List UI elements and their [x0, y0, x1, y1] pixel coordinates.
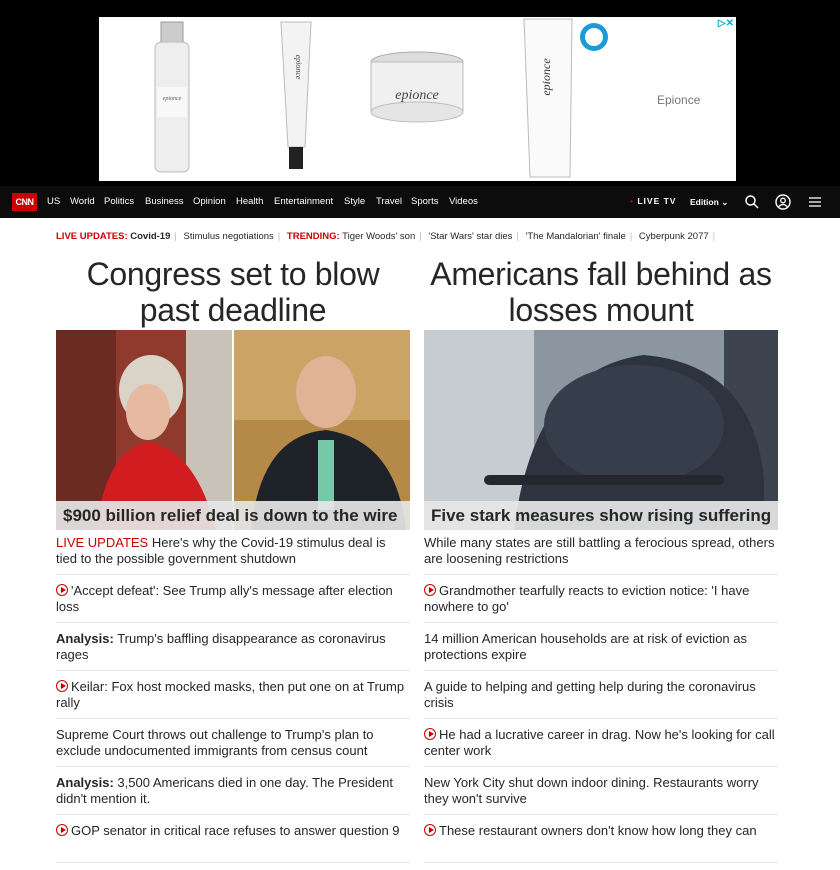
right-hero-caption[interactable]: Five stark measures show rising suffering: [424, 501, 778, 530]
live-tv-link[interactable]: [630, 196, 676, 206]
svg-text:epionce: epionce: [395, 88, 439, 103]
story-text: While many states are still battling a ferocious spread, others are loosening restrictions: [424, 535, 775, 566]
left-headline[interactable]: Congress set to blow past deadline: [86, 256, 380, 328]
play-video-icon: [56, 680, 68, 692]
nav-item-business[interactable]: Business: [145, 196, 184, 207]
story-text: Keilar: Fox host mocked masks, then put one on at Trump rally: [56, 679, 405, 710]
story-text: New York City shut down indoor dining. Restaurants worry they won't survive: [424, 775, 759, 806]
trend-link-1[interactable]: 'Star Wars' star dies: [428, 231, 513, 242]
analysis-tag: Analysis:: [56, 631, 114, 646]
product-tube-badge-image: [514, 17, 614, 181]
list-item[interactable]: [56, 534, 410, 575]
list-item[interactable]: [424, 534, 778, 575]
live-updates-label: LIVE UPDATES:: [56, 231, 128, 242]
adchoices-icon[interactable]: ▷✕: [717, 18, 734, 29]
menu-icon[interactable]: [807, 194, 823, 210]
story-text: He had a lucrative career in drag. Now he's looking for call center work: [424, 727, 775, 758]
list-item[interactable]: [424, 822, 778, 863]
trend-link-2[interactable]: 'The Mandalorian' finale: [525, 231, 626, 242]
play-video-icon: [424, 728, 436, 740]
trend-link-stimulus[interactable]: Stimulus negotiations: [183, 231, 274, 242]
story-text: Trump's baffling disappearance as coronavirus rages: [56, 631, 386, 662]
right-headline[interactable]: Americans fall behind as losses mount: [430, 256, 772, 328]
story-text: These restaurant owners don't know how long they can: [439, 823, 757, 838]
live-dot-icon: •: [630, 196, 634, 206]
trend-link-0[interactable]: Tiger Woods' son: [342, 231, 416, 242]
story-text: A guide to helping and getting help during the coronavirus crisis: [424, 679, 756, 710]
product-tube-image: [269, 17, 324, 181]
story-text: Grandmother tearfully reacts to eviction notice: 'I have nowhere to go': [424, 583, 750, 614]
story-text: Here's why the Covid-19 stimulus deal is tied to the possible government shutdown: [56, 535, 386, 566]
list-item[interactable]: [56, 630, 410, 671]
list-item[interactable]: [56, 678, 410, 719]
nav-item-entertainment[interactable]: Entertainment: [274, 196, 334, 207]
trend-link-3[interactable]: Cyberpunk 2077: [638, 231, 709, 242]
list-item[interactable]: [424, 726, 778, 767]
analysis-tag: Analysis:: [56, 775, 114, 790]
chevron-down-icon: ⌄: [721, 197, 729, 207]
ad-brand-text[interactable]: Epionce: [657, 93, 701, 107]
live-updates-tag: LIVE UPDATES: [56, 535, 149, 550]
list-item[interactable]: [56, 822, 410, 863]
left-hero-image[interactable]: [56, 330, 410, 530]
nav-item-travel[interactable]: Travel: [376, 196, 403, 207]
edition-selector[interactable]: [690, 197, 728, 208]
main-navigation: [0, 186, 840, 218]
person-hooded-photo: [424, 330, 778, 530]
svg-text:epionce: epionce: [294, 54, 303, 80]
play-video-icon: [424, 824, 436, 836]
ad-content[interactable]: [99, 17, 736, 181]
nav-item-world[interactable]: World: [70, 196, 95, 207]
list-item[interactable]: [424, 774, 778, 815]
list-item[interactable]: [424, 630, 778, 671]
story-text: GOP senator in critical race refuses to answer question 9: [71, 823, 400, 838]
account-icon[interactable]: [775, 194, 791, 210]
list-item[interactable]: [424, 582, 778, 623]
play-video-icon: [56, 584, 68, 596]
trending-label: TRENDING:: [286, 231, 340, 242]
svg-text:epionce: epionce: [162, 96, 182, 102]
live-tv-label: LIVE TV: [637, 196, 677, 206]
story-text: 'Accept defeat': See Trump ally's message after election loss: [56, 583, 393, 614]
nav-item-health[interactable]: Health: [236, 196, 264, 207]
right-story-list: [424, 534, 778, 870]
left-story-list: [56, 534, 410, 870]
nav-item-politics[interactable]: Politics: [104, 196, 135, 207]
story-text: Supreme Court throws out challenge to Trump's plan to exclude undocumented immigrants from census count: [56, 727, 374, 758]
cnn-logo[interactable]: CNN: [12, 193, 37, 211]
svg-text:epionce: epionce: [539, 58, 553, 96]
story-text: 14 million American households are at risk of eviction as protections expire: [424, 631, 747, 662]
play-video-icon: [424, 584, 436, 596]
play-video-icon: [56, 824, 68, 836]
right-hero-image[interactable]: [424, 330, 778, 530]
list-item[interactable]: [56, 774, 410, 815]
list-item[interactable]: [56, 726, 410, 767]
list-item[interactable]: [56, 582, 410, 623]
product-bottle-image: [139, 17, 209, 181]
search-icon[interactable]: [744, 194, 760, 210]
pelosi-mcconnell-photo: [56, 330, 410, 530]
advertisement-banner[interactable]: [0, 0, 840, 186]
trend-link-covid[interactable]: Covid-19: [130, 231, 171, 242]
nav-item-opinion[interactable]: Opinion: [193, 196, 226, 207]
story-text: 3,500 Americans died in one day. The President didn't mention it.: [56, 775, 394, 806]
edition-label: Edition: [690, 197, 719, 207]
nav-item-videos[interactable]: Videos: [449, 196, 478, 207]
trending-bar: LIVE UPDATES: Covid-19 | Stimulus negotiations | TRENDING: Tiger Woods' son | 'Star Wars' star dies | 'The Mandalorian' finale | Cyberpunk 2077 |: [56, 231, 716, 242]
product-jar-image: [367, 17, 467, 181]
nav-item-us[interactable]: US: [47, 196, 61, 207]
nav-item-style[interactable]: Style: [344, 196, 366, 207]
list-item[interactable]: [424, 678, 778, 719]
nav-item-sports[interactable]: Sports: [411, 196, 439, 207]
left-hero-caption[interactable]: $900 billion relief deal is down to the wire: [56, 501, 410, 530]
